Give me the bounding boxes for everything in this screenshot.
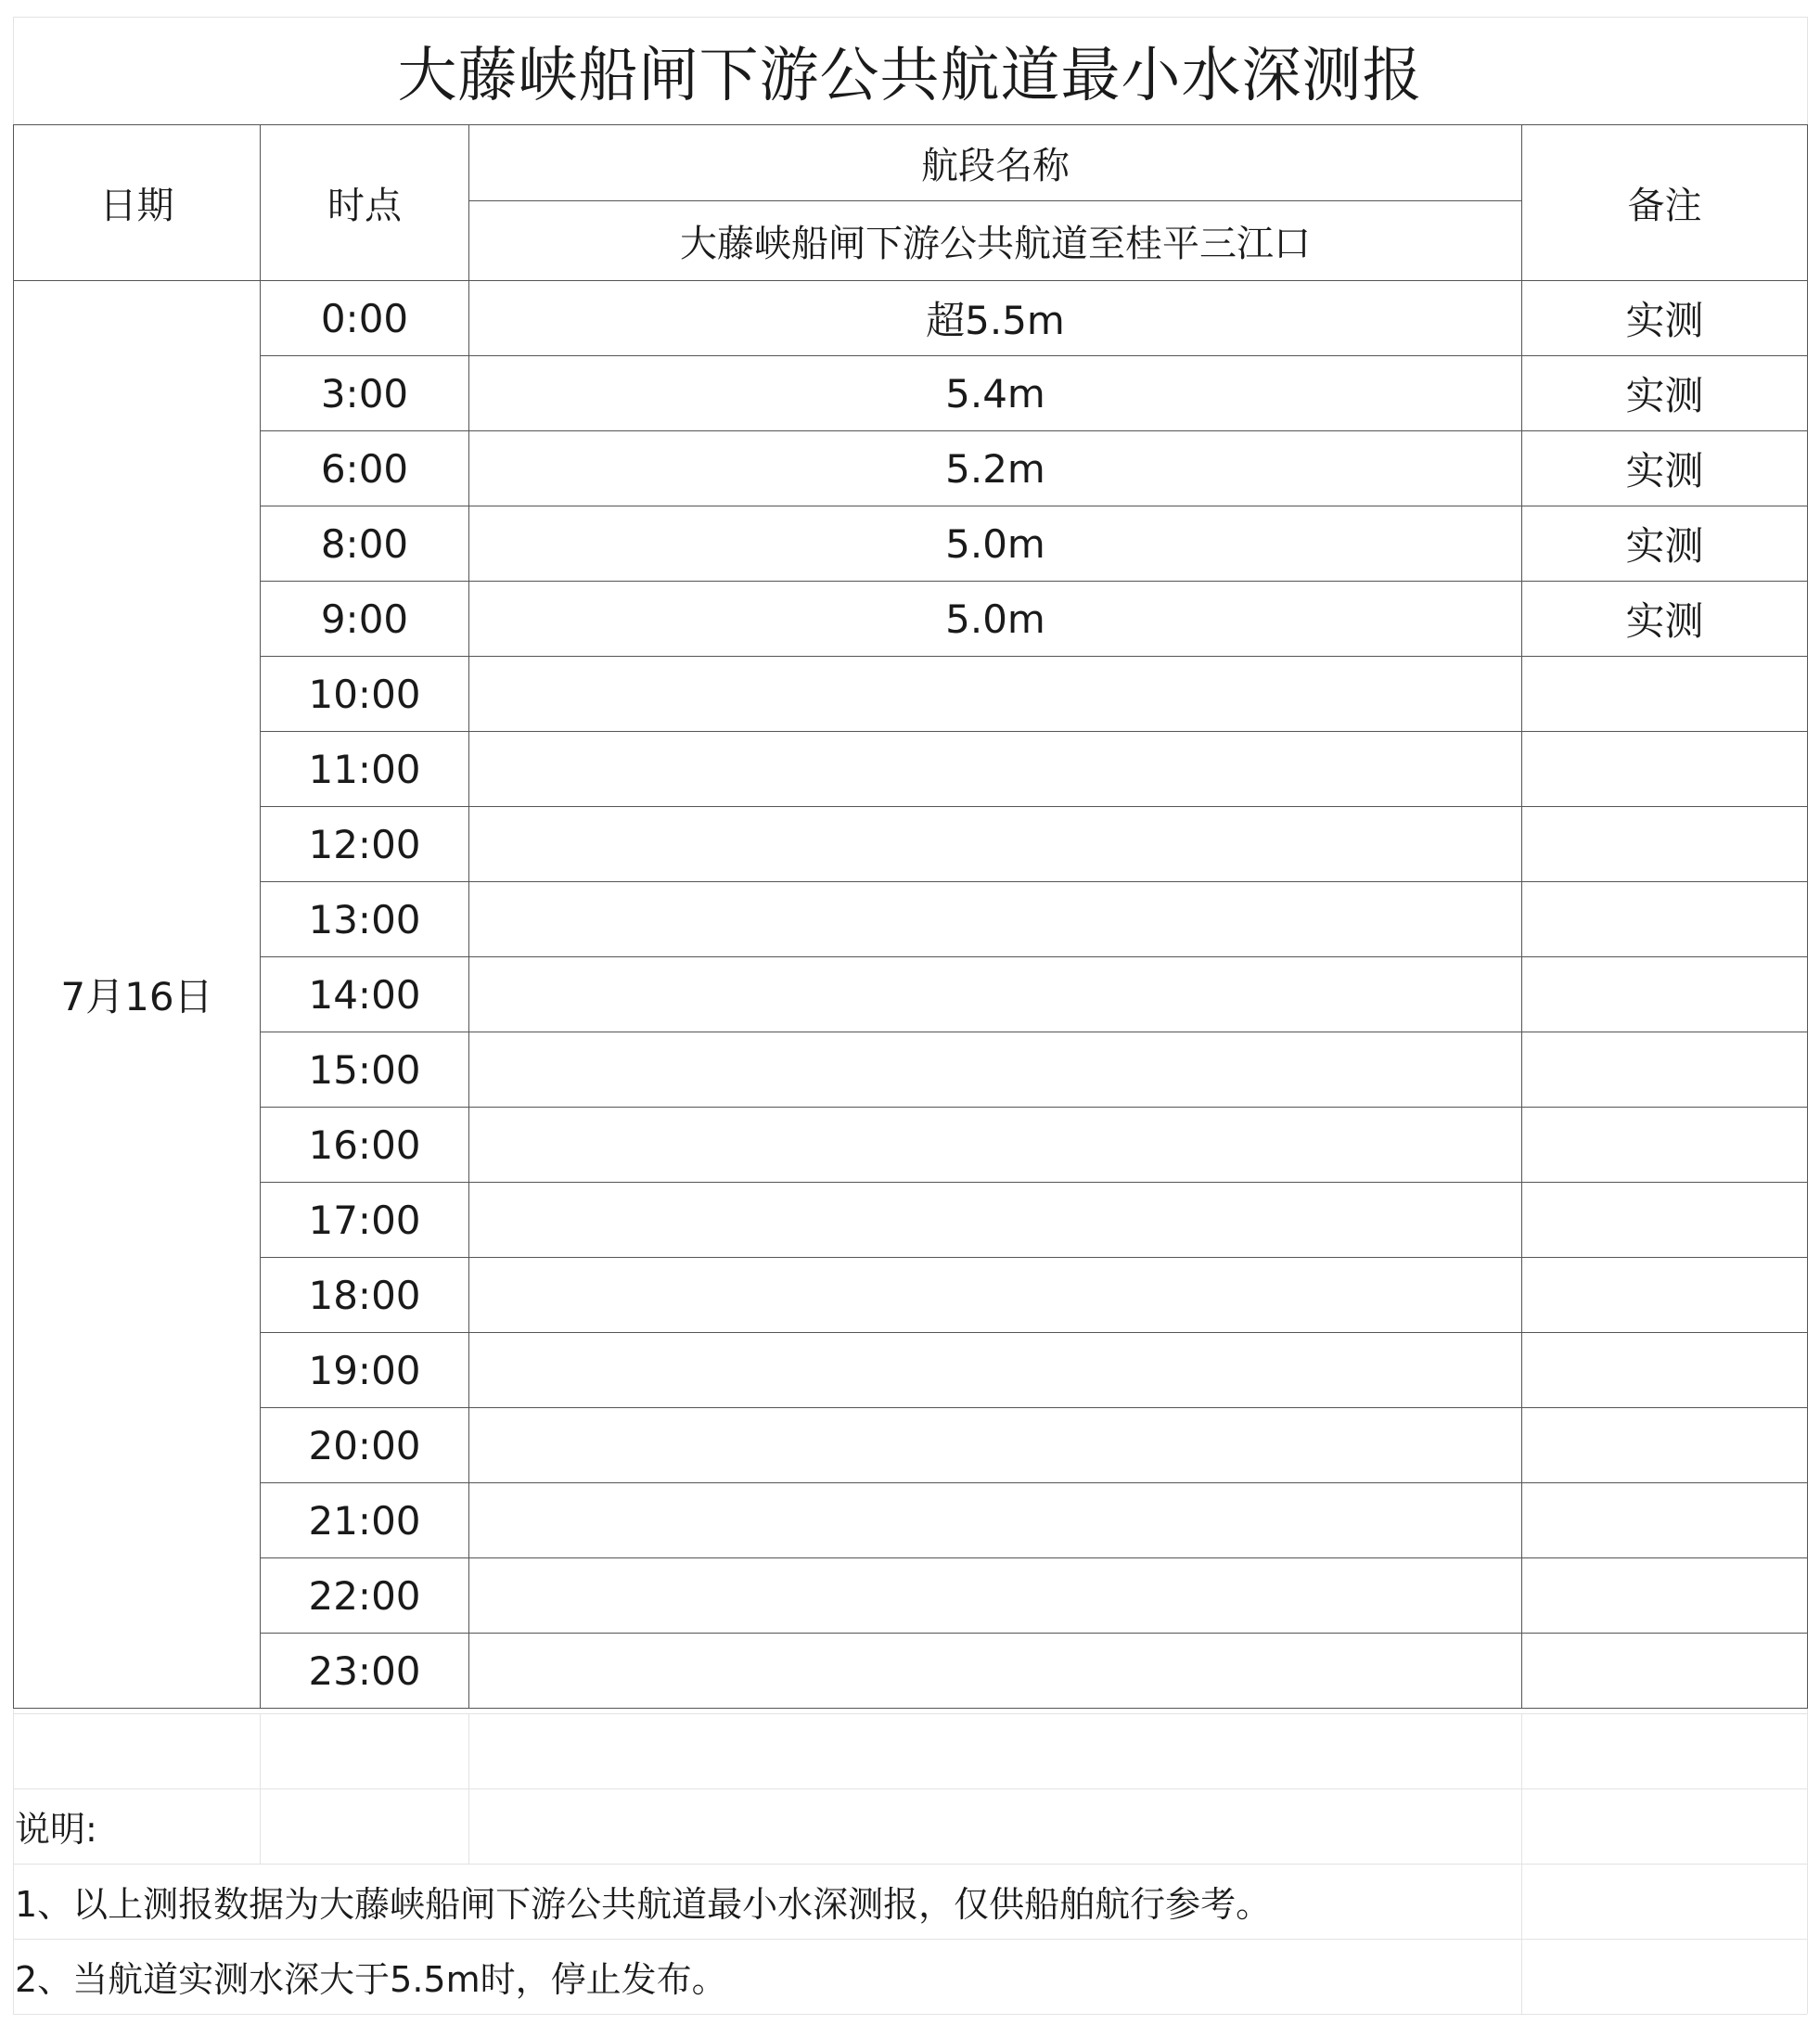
table-row bbox=[14, 882, 1808, 957]
table-row bbox=[14, 732, 1808, 807]
time-cell: 11:00 bbox=[261, 732, 469, 807]
remark-cell bbox=[1522, 1333, 1808, 1408]
table-row bbox=[14, 582, 1808, 657]
time-cell: 3:00 bbox=[261, 356, 469, 431]
time-cell: 10:00 bbox=[261, 657, 469, 732]
depth-cell bbox=[469, 957, 1522, 1032]
remark-cell bbox=[1522, 1483, 1808, 1558]
table-row bbox=[14, 1483, 1808, 1558]
time-cell: 9:00 bbox=[261, 582, 469, 657]
remark-cell bbox=[1522, 882, 1808, 957]
time-cell: 18:00 bbox=[261, 1258, 469, 1333]
remark-cell bbox=[1522, 657, 1808, 732]
remark-cell: 实测 bbox=[1522, 506, 1808, 582]
time-cell: 22:00 bbox=[261, 1558, 469, 1634]
remark-header: 备注 bbox=[1522, 125, 1808, 281]
table-row bbox=[14, 281, 1808, 356]
time-cell: 13:00 bbox=[261, 882, 469, 957]
table-row bbox=[14, 1032, 1808, 1108]
table-row bbox=[14, 1108, 1808, 1183]
depth-cell bbox=[469, 1483, 1522, 1558]
table-row bbox=[14, 1634, 1808, 1709]
time-cell: 23:00 bbox=[261, 1634, 469, 1709]
depth-cell bbox=[469, 1634, 1522, 1709]
table-row bbox=[14, 431, 1808, 506]
time-cell: 15:00 bbox=[261, 1032, 469, 1108]
remark-cell: 实测 bbox=[1522, 431, 1808, 506]
depth-cell bbox=[469, 882, 1522, 957]
remark-cell bbox=[1522, 1558, 1808, 1634]
table-row bbox=[14, 957, 1808, 1032]
date-cell: 7月16日 bbox=[14, 281, 261, 1709]
section-group-header: 航段名称 bbox=[469, 125, 1522, 201]
time-cell: 12:00 bbox=[261, 807, 469, 882]
remark-cell: 实测 bbox=[1522, 582, 1808, 657]
remark-cell: 实测 bbox=[1522, 356, 1808, 431]
table-row bbox=[14, 657, 1808, 732]
depth-cell bbox=[469, 1183, 1522, 1258]
depth-cell: 5.4m bbox=[469, 356, 1522, 431]
depth-cell bbox=[469, 1558, 1522, 1634]
table-row bbox=[14, 1408, 1808, 1483]
depth-cell bbox=[469, 1408, 1522, 1483]
remark-cell bbox=[1522, 732, 1808, 807]
section-name-header: 大藤峡船闸下游公共航道至桂平三江口 bbox=[469, 201, 1522, 281]
table-row bbox=[14, 506, 1808, 582]
depth-cell bbox=[469, 1333, 1522, 1408]
depth-cell bbox=[469, 1108, 1522, 1183]
remark-cell bbox=[1522, 1258, 1808, 1333]
header-row-1 bbox=[14, 125, 1808, 201]
table-row bbox=[14, 1333, 1808, 1408]
note-item-2: 2、当航道实测水深大于5.5m时，停止发布。 bbox=[15, 1959, 727, 2000]
depth-report-table bbox=[13, 124, 1808, 1709]
depth-cell bbox=[469, 807, 1522, 882]
depth-cell: 5.0m bbox=[469, 506, 1522, 582]
time-cell: 20:00 bbox=[261, 1408, 469, 1483]
time-cell: 6:00 bbox=[261, 431, 469, 506]
time-cell: 17:00 bbox=[261, 1183, 469, 1258]
remark-cell bbox=[1522, 807, 1808, 882]
note-item-1: 1、以上测报数据为大藤峡船闸下游公共航道最小水深测报，仅供船舶航行参考。 bbox=[15, 1884, 1272, 1925]
depth-cell: 5.0m bbox=[469, 582, 1522, 657]
depth-cell bbox=[469, 1032, 1522, 1108]
time-cell: 8:00 bbox=[261, 506, 469, 582]
table-row bbox=[14, 807, 1808, 882]
time-header: 时点 bbox=[261, 125, 469, 281]
table-row bbox=[14, 356, 1808, 431]
time-cell: 21:00 bbox=[261, 1483, 469, 1558]
notes-label: 说明: bbox=[15, 1809, 97, 1850]
time-cell: 14:00 bbox=[261, 957, 469, 1032]
remark-cell: 实测 bbox=[1522, 281, 1808, 356]
table-row bbox=[14, 1258, 1808, 1333]
table-row bbox=[14, 1183, 1808, 1258]
remark-cell bbox=[1522, 1108, 1808, 1183]
depth-cell: 5.2m bbox=[469, 431, 1522, 506]
time-cell: 0:00 bbox=[261, 281, 469, 356]
time-cell: 16:00 bbox=[261, 1108, 469, 1183]
table-row bbox=[14, 1558, 1808, 1634]
depth-cell bbox=[469, 1258, 1522, 1333]
remark-cell bbox=[1522, 1408, 1808, 1483]
depth-cell bbox=[469, 732, 1522, 807]
remark-cell bbox=[1522, 1183, 1808, 1258]
remark-cell bbox=[1522, 957, 1808, 1032]
depth-cell bbox=[469, 657, 1522, 732]
page-title: 大藤峡船闸下游公共航道最小水深测报 bbox=[397, 42, 1423, 110]
depth-cell: 超5.5m bbox=[469, 281, 1522, 356]
date-header: 日期 bbox=[14, 125, 261, 281]
remark-cell bbox=[1522, 1634, 1808, 1709]
time-cell: 19:00 bbox=[261, 1333, 469, 1408]
remark-cell bbox=[1522, 1032, 1808, 1108]
